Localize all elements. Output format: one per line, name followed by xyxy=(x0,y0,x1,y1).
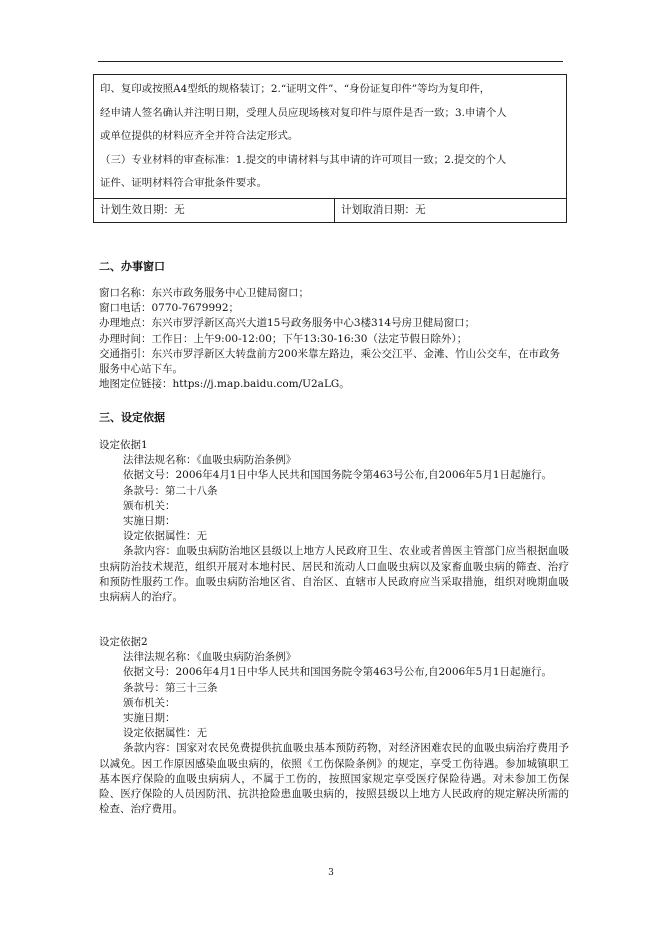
window-phone: 窗口电话：0770-7679992； xyxy=(99,302,240,315)
table-text-cell xyxy=(94,75,566,198)
date-row xyxy=(94,198,566,222)
basis-content: 条款内容：国家对农民免费提供抗血吸虫基本预防药物，对经济困难农民的血吸虫病治疗费用予以减免。因工作原因感染血吸虫病的，依照《工伤保险条例》的规定，享受工伤待遇。参加城镇职工基本医疗保险的血吸虫病病人，不属于工伤的，按照国家规定享受医疗保险待遇。对未参加工伤保险、医疗保险的人员因防汛、抗洪抢险患血吸虫病的，按照县级以上地方人民政府的规定解决所需的检查、治疗费用。 xyxy=(99,742,569,816)
window-traffic: 交通指引：东兴市罗浮新区大转盘前方200米靠左路边，乘公交江平、金滩、竹山公交车，在市政务服务中心站下车。 xyxy=(99,347,561,376)
table-line: （三）专业材料的审查标准：1.提交的申请材料与其申请的许可项目一致；2.提交的个人 xyxy=(100,153,507,166)
basis-impl-date: 实施日期： xyxy=(123,515,176,528)
header-rule xyxy=(98,61,563,62)
basis-attr: 设定依据属性：无 xyxy=(123,727,207,740)
basis-content: 条款内容：血吸虫病防治地区县级以上地方人民政府卫生、农业或者兽医主管部门应当根据血吸虫病防治技术规范，组织开展对本地村民、居民和流动人口血吸虫病以及家畜血吸虫病的筛查、治疗和预防性服药工作。血吸虫病防治地区省、自治区、直辖市人民政府应当采取措施，组织对晚期血吸虫病病人的治疗。 xyxy=(99,545,569,604)
table-line: 证件、证明材料符合审批条件要求。 xyxy=(100,177,268,189)
table-line: 或单位提供的材料应齐全并符合法定形式。 xyxy=(100,130,299,142)
window-address: 办理地点：东兴市罗浮新区高兴大道15号政务服务中心3楼314号房卫健局窗口； xyxy=(99,317,476,330)
basis-issuer: 颁布机关： xyxy=(123,499,176,512)
map-link: 地图定位链接：https://j.map.baidu.com/U2aLG。 xyxy=(99,378,350,391)
basis-label: 设定依据2 xyxy=(99,636,148,648)
window-name: 窗口名称：东兴市政务服务中心卫健局窗口； xyxy=(99,287,309,299)
section-title-basis: 三、设定依据 xyxy=(99,411,165,424)
table-line: 印、复印或按照A4型纸的规格装订；2.“证明文件”、“身份证复印件”等均为复印件， xyxy=(100,83,491,95)
basis-1 xyxy=(99,438,569,605)
basis-impl-date: 实施日期： xyxy=(123,712,176,725)
basis-doc-no: 依据文号：2006年4月1日中华人民共和国国务院令第463号公布,自2006年5月1日起施行。 xyxy=(123,469,553,482)
basis-article: 条款号：第二十八条 xyxy=(123,484,218,497)
basis-issuer: 颁布机关： xyxy=(123,696,176,709)
page-number: 3 xyxy=(328,868,334,878)
basis-label: 设定依据1 xyxy=(99,439,148,451)
basis-2 xyxy=(99,635,569,817)
basis-article: 条款号：第三十三条 xyxy=(123,681,218,694)
basis-attr: 设定依据属性：无 xyxy=(123,530,207,543)
basis-law-name: 法律法规名称：《血吸虫病防治条例》 xyxy=(123,454,297,467)
effective-date-cell: 计划生效日期：无 xyxy=(94,199,335,222)
basis-doc-no: 依据文号：2006年4月1日中华人民共和国国务院令第463号公布,自2006年5月1日起施行。 xyxy=(123,666,553,679)
section-title-window: 二、办事窗口 xyxy=(99,260,165,273)
window-info xyxy=(99,286,569,392)
basis-law-name: 法律法规名称：《血吸虫病防治条例》 xyxy=(123,651,297,664)
cancel-date-cell: 计划取消日期：无 xyxy=(341,203,426,216)
table-line: 经申请人签名确认并注明日期，受理人员应现场核对复印件与原件是否一致；3.申请个人 xyxy=(100,106,507,119)
requirements-table xyxy=(93,74,567,223)
window-hours: 办理时间：工作日：上午9:00-12:00；下午13:30-16:30（法定节假日除外）； xyxy=(99,332,468,345)
